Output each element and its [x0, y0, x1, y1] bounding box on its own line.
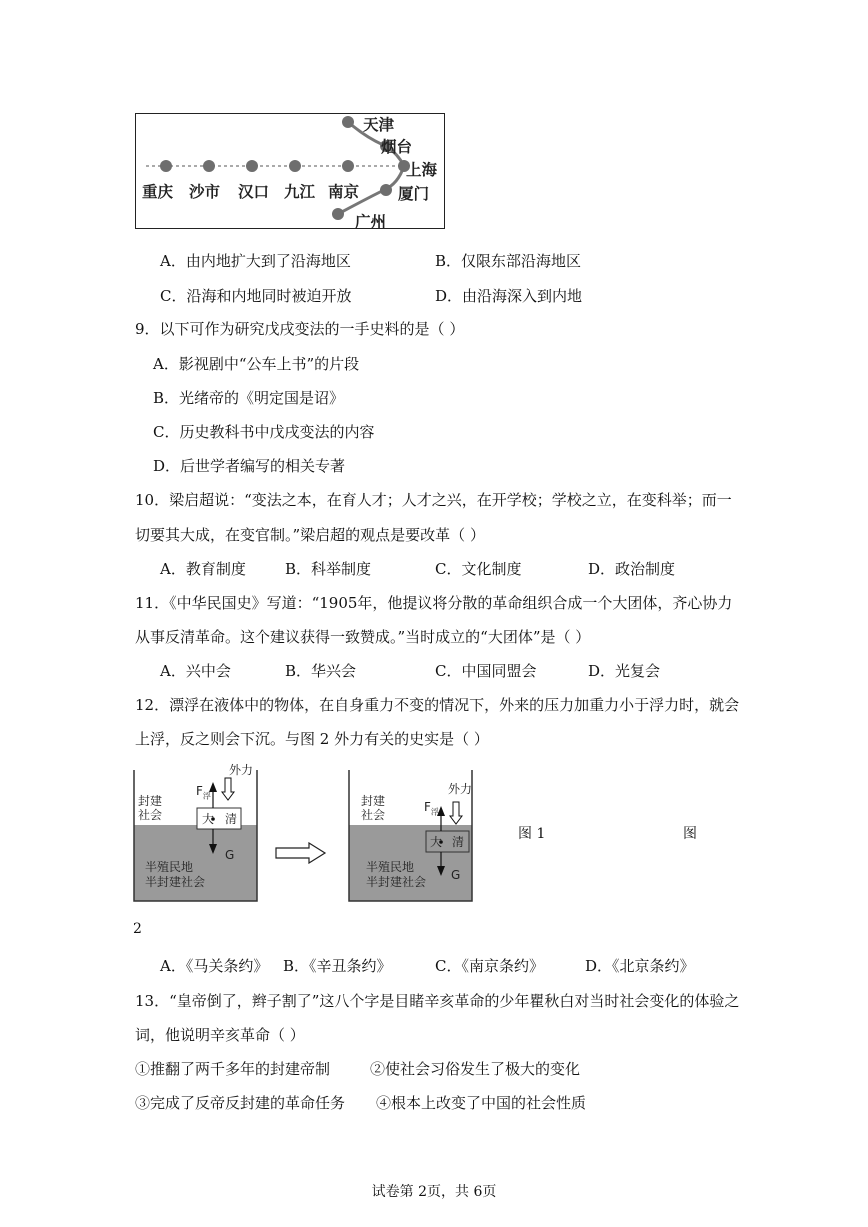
city-shashi: 沙市 — [189, 183, 221, 201]
fig2-feudal-2: 社会 — [361, 808, 386, 822]
q10-option-a: A．教育制度 — [160, 560, 246, 578]
q9-option-b: B．光绪帝的《明定国是诏》 — [153, 389, 345, 407]
q9-option-c: C．历史教科书中戊戌变法的内容 — [153, 423, 375, 441]
fig2-semi-1: 半殖民地 — [366, 860, 415, 874]
q10-stem-line2: 切要其大成，在变官制。”梁启超的观点是要改革（ ） — [135, 526, 485, 544]
q13-item-1: ①推翻了两千多年的封建帝制 — [135, 1060, 331, 1078]
q11-option-d: D．光复会 — [588, 662, 661, 680]
fig2-gravity: G — [451, 868, 461, 882]
fig2-external-force: 外力 — [448, 782, 473, 796]
fig2-buoyancy-label: $F_浮$ — [424, 800, 439, 817]
fig2-block-right: 清 — [452, 835, 465, 849]
q13-stem-line2: 词，他说明辛亥革命（ ） — [135, 1026, 305, 1044]
city-xiamen: 厦门 — [398, 185, 430, 203]
q8-option-a: A．由内地扩大到了沿海地区 — [160, 252, 351, 270]
city-jiujiang: 九江 — [284, 183, 316, 201]
q13-item-4: ④根本上改变了中国的社会性质 — [376, 1094, 587, 1112]
q12-option-c: C．《南京条约》 — [435, 957, 544, 975]
q12-option-a: A．《马关条约》 — [160, 957, 269, 975]
fig1-feudal-1: 封建 — [138, 794, 163, 808]
fig2-block-left: 大 — [430, 835, 443, 849]
transition-arrow-icon — [275, 842, 327, 864]
city-shanghai: 上海 — [406, 161, 438, 179]
q9-option-a: A．影视剧中“公车上书”的片段 — [153, 355, 360, 373]
q11-option-c: C．中国同盟会 — [435, 662, 537, 680]
q13-item-3: ③完成了反帝反封建的革命任务 — [135, 1094, 346, 1112]
q13-stem-line1: 13．“皇帝倒了，辫子割了”这八个字是目睹辛亥革命的少年瞿秋白对当时社会变化的体验之 — [135, 992, 740, 1010]
q12-option-d: D．《北京条约》 — [585, 957, 695, 975]
q9-option-d: D．后世学者编写的相关专著 — [153, 457, 346, 475]
figure-2-container — [348, 770, 473, 902]
q10-option-d: D．政治制度 — [588, 560, 676, 578]
city-yantai: 烟台 — [381, 138, 413, 156]
q12-stem-line2: 上浮，反之则会下沉。与图 2 外力有关的史实是（ ） — [135, 730, 489, 748]
city-guangzhou: 广州 — [355, 213, 387, 231]
q8-option-c: C．沿海和内地同时被迫开放 — [160, 287, 352, 305]
q10-option-c: C．文化制度 — [435, 560, 522, 578]
city-hankou: 汉口 — [238, 183, 270, 201]
q11-option-b: B．华兴会 — [285, 662, 357, 680]
treaty-port-map — [135, 113, 445, 229]
q13-item-2: ②使社会习俗发生了极大的变化 — [370, 1060, 581, 1078]
city-chongqing: 重庆 — [142, 183, 174, 201]
fig1-caption: 图 1 — [518, 826, 546, 842]
fig1-semi-2: 半封建社会 — [145, 875, 206, 889]
city-tianjin: 天津 — [363, 116, 395, 134]
q10-option-b: B．科举制度 — [285, 560, 372, 578]
page-footer: 试卷第 2页，共 6页 — [371, 1184, 497, 1200]
city-nanjing: 南京 — [328, 183, 360, 201]
q11-stem-line1: 11．《中华民国史》写道：“1905年，他提议将分散的革命组织合成一个大团体，齐心协力 — [135, 594, 733, 612]
q10-stem-line1: 10．梁启超说：“变法之本，在育人才；人才之兴，在开学校；学校之立，在变科举；而一 — [135, 491, 732, 509]
fig1-feudal-2: 社会 — [138, 808, 163, 822]
fig2-feudal-1: 封建 — [361, 794, 386, 808]
fig1-block-left: 大 — [202, 812, 215, 826]
fig2-caption-a: 图 — [683, 826, 697, 842]
q11-stem-line2: 从事反清革命。这个建议获得一致赞成。”当时成立的“大团体”是（ ） — [135, 628, 591, 646]
q11-option-a: A．兴中会 — [160, 662, 231, 680]
q12-option-b: B．《辛丑条约》 — [283, 957, 392, 975]
q8-option-b: B．仅限东部沿海地区 — [435, 252, 582, 270]
q12-stem-line1: 12．漂浮在液体中的物体，在自身重力不变的情况下，外来的压力加重力小于浮力时，就会 — [135, 696, 740, 714]
fig1-block-right: 清 — [225, 812, 238, 826]
q8-option-d: D．由沿海深入到内地 — [435, 287, 583, 305]
figure-1-container — [133, 763, 258, 902]
q9-stem: 9．以下可作为研究戊戌变法的一手史料的是（ ） — [135, 320, 465, 338]
fig1-gravity: G — [225, 848, 235, 862]
fig2-semi-2: 半封建社会 — [366, 875, 427, 889]
fig1-semi-1: 半殖民地 — [145, 860, 194, 874]
map-routes — [136, 114, 446, 230]
fig2-caption-b: 2 — [133, 921, 142, 937]
fig1-external-force: 外力 — [229, 763, 254, 777]
fig1-buoyancy-label: $F_浮$ — [196, 784, 211, 801]
